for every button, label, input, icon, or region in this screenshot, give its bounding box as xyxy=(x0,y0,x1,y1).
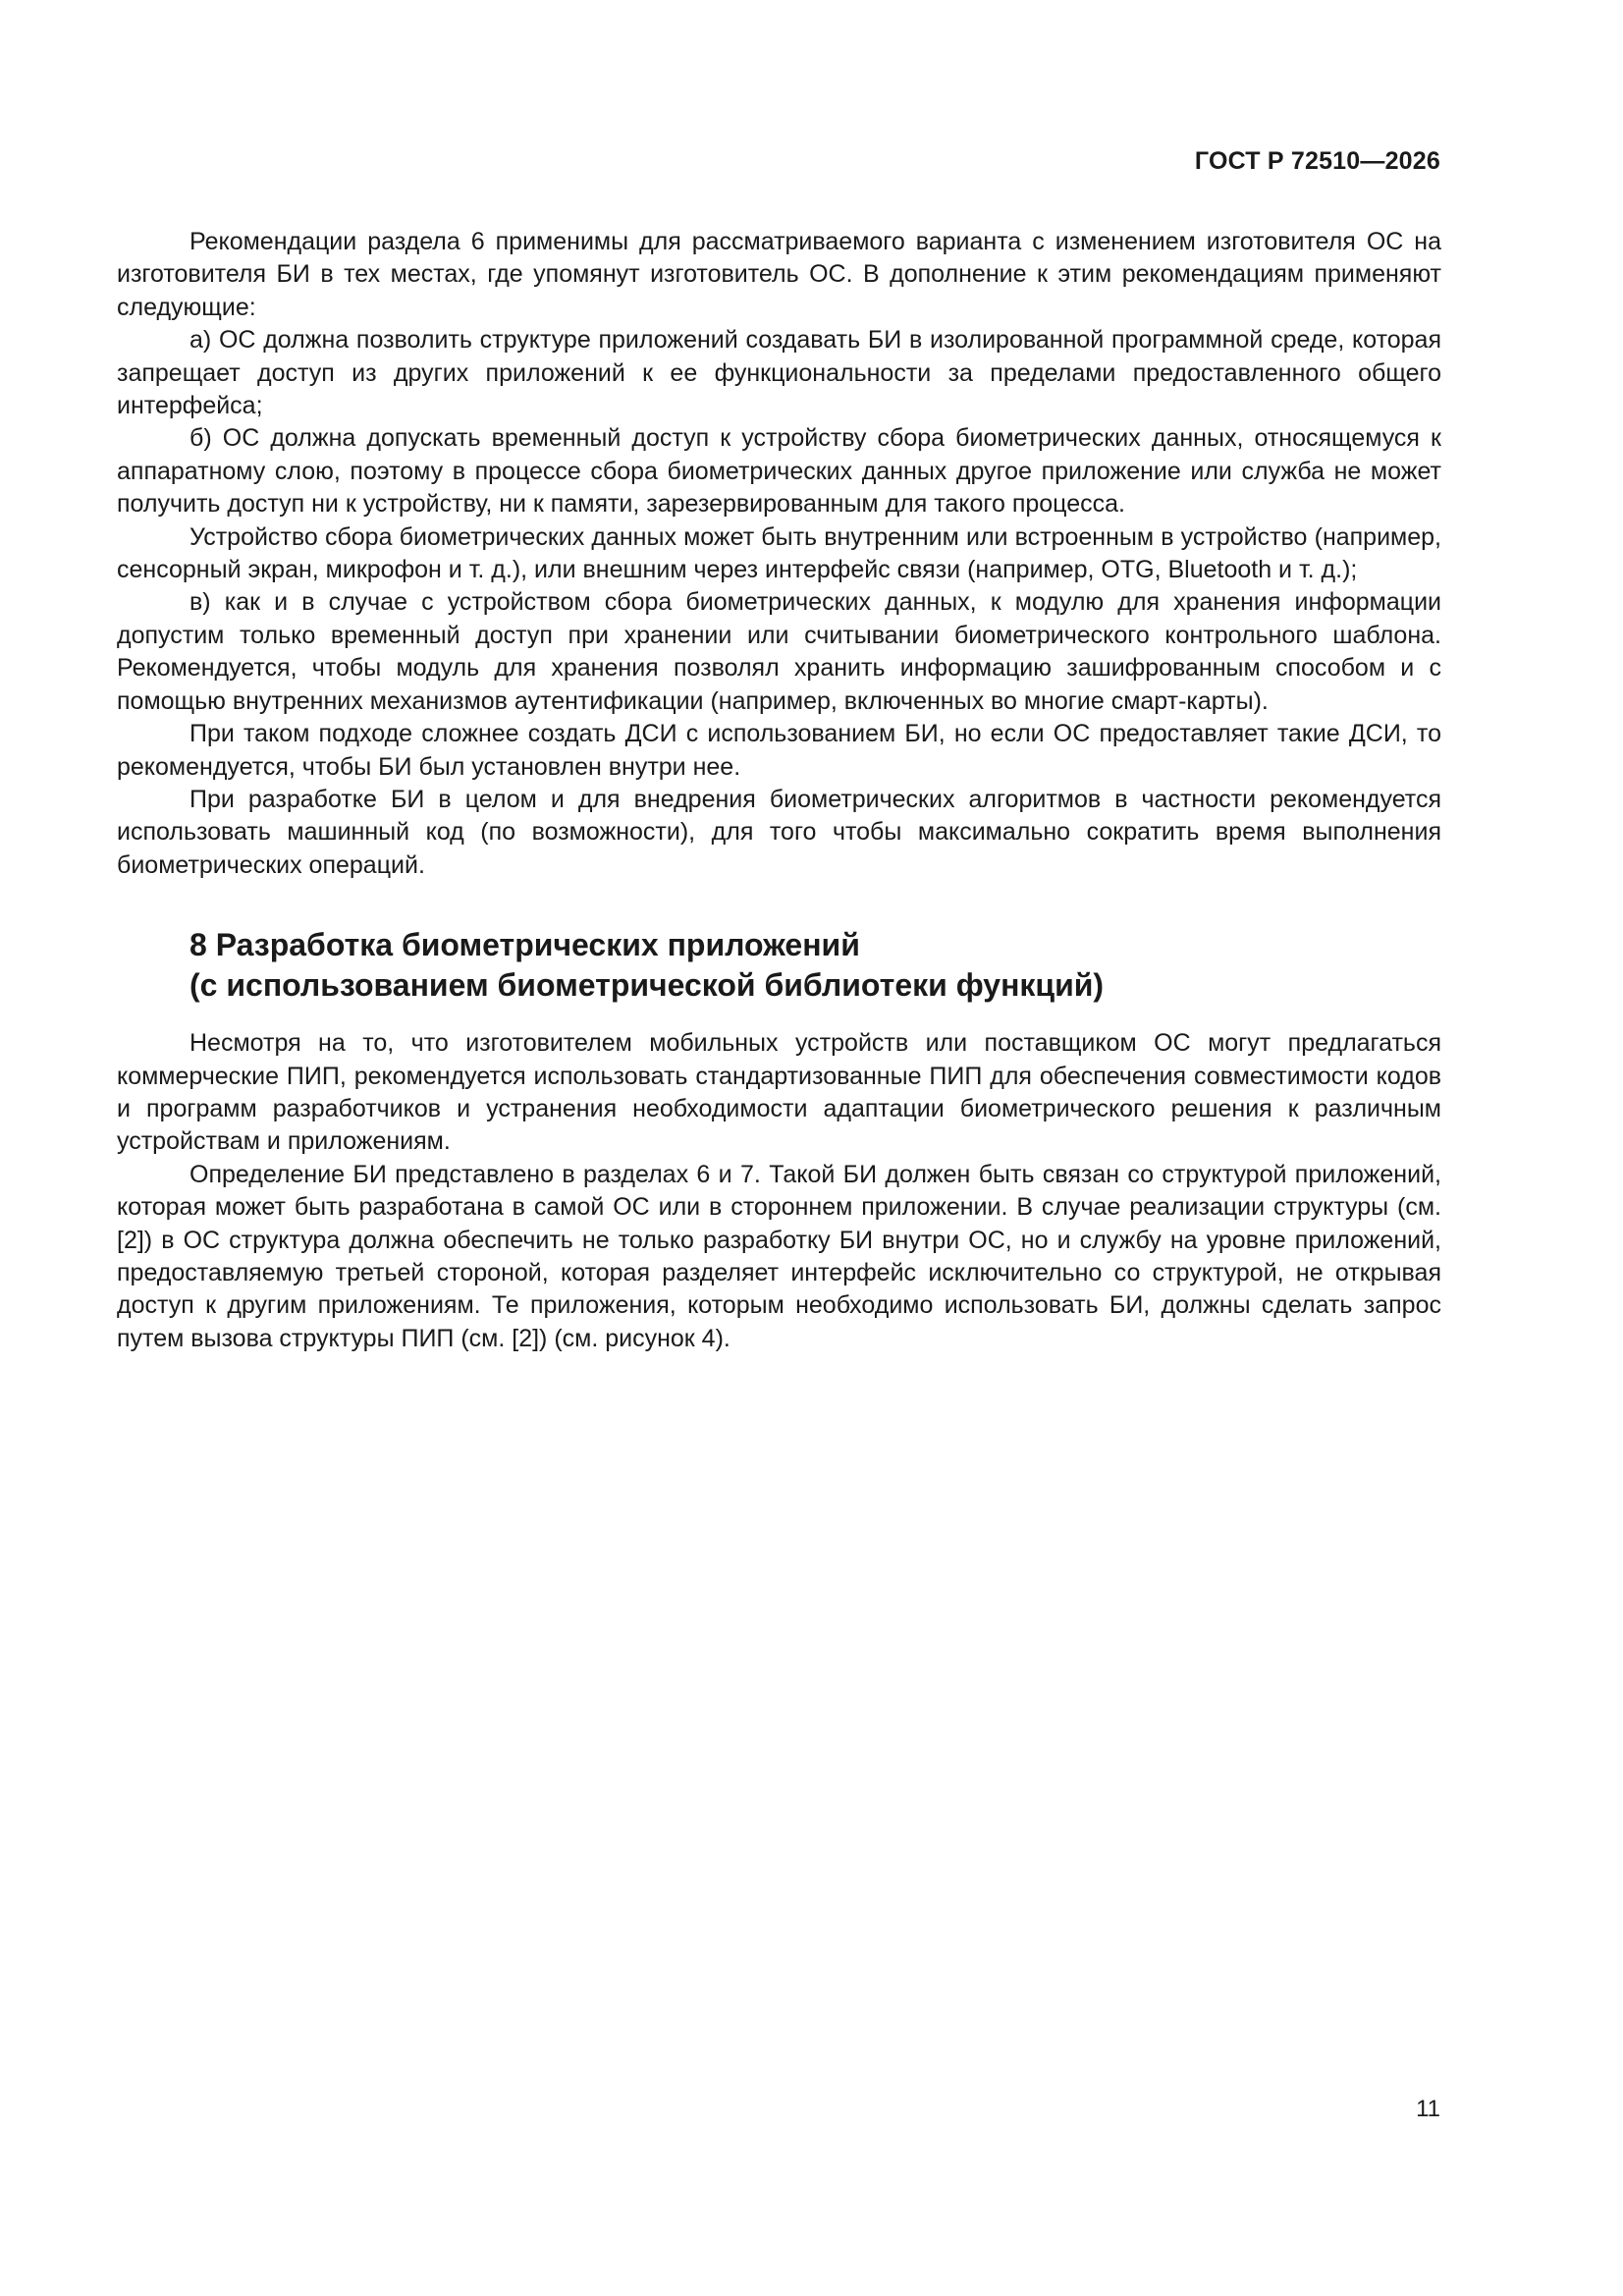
paragraph-approach: При таком подходе сложнее создать ДСИ с использованием БИ, но если ОС предоставляет такие ДСИ, то рекомендуется, чтобы БИ был установлен внутри нее. xyxy=(117,720,1441,781)
paragraph-machine-code: При разработке БИ в целом и для внедрения биометрических алгоритмов в частности рекомендуется использовать машинный код (по возможности), для того чтобы максимально сократить время выполнения биометрических операций. xyxy=(117,785,1441,879)
list-item-v: в) как и в случае с устройством сбора биометрических данных, к модулю для хранения информации допустим только временный доступ при хранении или считывании биометрического контрольного шаблона. Рекомендуется, чтобы модуль для хранения позволял хранить информацию зашифрованным способом и с помощью внутренних механизмов аутентификации (например, включенных во многие смарт-карты). xyxy=(117,588,1441,715)
section-8-heading-line-1: 8 Разработка биометрических приложений xyxy=(189,927,860,963)
paragraph-intro: Рекомендации раздела 6 применимы для рассматриваемого варианта с изменением изготовителя ОС на изготовителя БИ в тех местах, где упомянут изготовитель ОС. В дополнение к этим рекомендациям применяют следующие: xyxy=(117,228,1441,321)
page-number: 11 xyxy=(1416,2096,1440,2122)
paragraph-section-8-2: Определение БИ представлено в разделах 6 и 7. Такой БИ должен быть связан со структурой приложений, которая может быть разработана в самой ОС или в стороннем приложении. В случае реализации структуры (см. [2]) в ОС структура должна обеспечить не только разработку БИ внутри ОС, но и службу на уровне приложений, предоставляемую третьей стороной, которая разделяет интерфейс исключительно со структурой, не открывая доступ к другим приложениям. Те приложения, которым необходимо использовать БИ, должны сделать запрос путем вызова структуры ПИП (см. [2]) (см. рисунок 4). xyxy=(117,1160,1441,1352)
section-8-heading xyxy=(117,925,1441,1006)
paragraph-section-8-1: Несмотря на то, что изготовителем мобильных устройств или поставщиком ОС могут предлагаться коммерческие ПИП, рекомендуется использовать стандартизованные ПИП для обеспечения совместимости кодов и программ разработчиков и устранения необходимости адаптации биометрического решения к различным устройствам и приложениям. xyxy=(117,1029,1441,1156)
section-8-heading-line-2: (с использованием биометрической библиотеки функций) xyxy=(189,967,1105,1004)
paragraph-capture-device: Устройство сбора биометрических данных может быть внутренним или встроенным в устройство (например, сенсорный экран, микрофон и т. д.), или внешним через интерфейс связи (например, OTG, Bluetooth и т. д.); xyxy=(117,522,1441,584)
document-standard-id: ГОСТ Р 72510—2026 xyxy=(1194,147,1440,175)
list-item-b: б) ОС должна допускать временный доступ к устройству сбора биометрических данных, относящемуся к аппаратному слою, поэтому в процессе сбора биометрических данных другое приложение или служба не может получить доступ ни к устройству, ни к памяти, зарезервированным для такого процесса. xyxy=(117,424,1441,519)
document-body xyxy=(117,226,1441,1355)
list-item-a: а) ОС должна позволить структуре приложений создавать БИ в изолированной программной среде, которая запрещает доступ из других приложений к ее функциональности за пределами предоставленного общего интерфейса; xyxy=(117,326,1441,420)
